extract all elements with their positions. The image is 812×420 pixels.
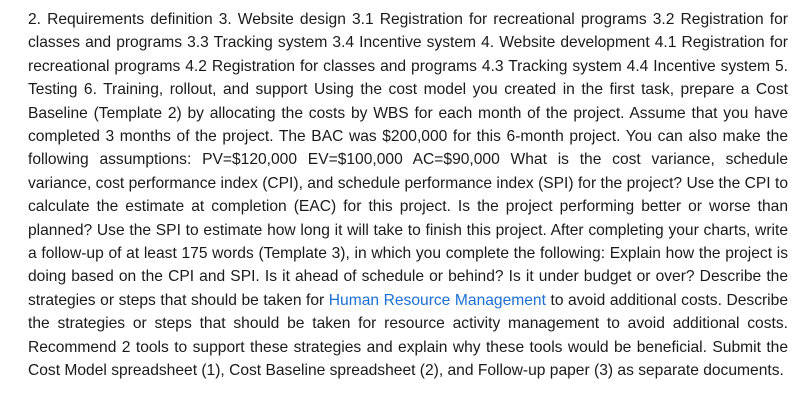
paragraph-text-after-link: to avoid additional costs. Describe the strategies or steps that should be taken for resource activity management to avoid additional costs. Recommend 2 tools to support these strategies and explain why these tools would be beneficial. Submit the Cost Model spreadsheet (1), Cost Baseline spreadsheet (2), and Follow-up paper (3) as separate documents. <box>28 291 788 380</box>
paragraph-text-before-link: 2. Requirements definition 3. Website design 3.1 Registration for recreational programs 3.2 Registration for classes and programs 3.3 Tracking system 3.4 Incentive system 4. Website development 4.1 Registration for recreational programs 4.2 Registration for classes and programs 4.3 Tracking system 4.4 Incentive system 5. Testing 6. Training, rollout, and support Using the cost model you created in the first task, prepare a Cost Baseline (Template 2) by allocating the costs by WBS for each month of the project. Assume that you have completed 3 months of the project. The BAC was $200,000 for this 6-month project. You can also make the following assumptions: PV=$120,000 EV=$100,000 AC=$90,000 What is the cost variance, schedule variance, cost performance index (CPI), and schedule performance index (SPI) for the project? Use the CPI to calculate the estimate at completion (EAC) for this project. Is the project performing better or worse than planned? Use the SPI to estimate how long it will take to finish this project. After completing your charts, write a follow-up of at least 175 words (Template 3), in which you complete the following: Explain how the project is doing based on the CPI and SPI. Is it ahead of schedule or behind? Is it under budget or over? Describe the strategies or steps that should be taken for <box>28 11 788 309</box>
human-resource-management-link[interactable]: Human Resource Management <box>328 291 546 309</box>
assignment-paragraph <box>28 8 788 383</box>
